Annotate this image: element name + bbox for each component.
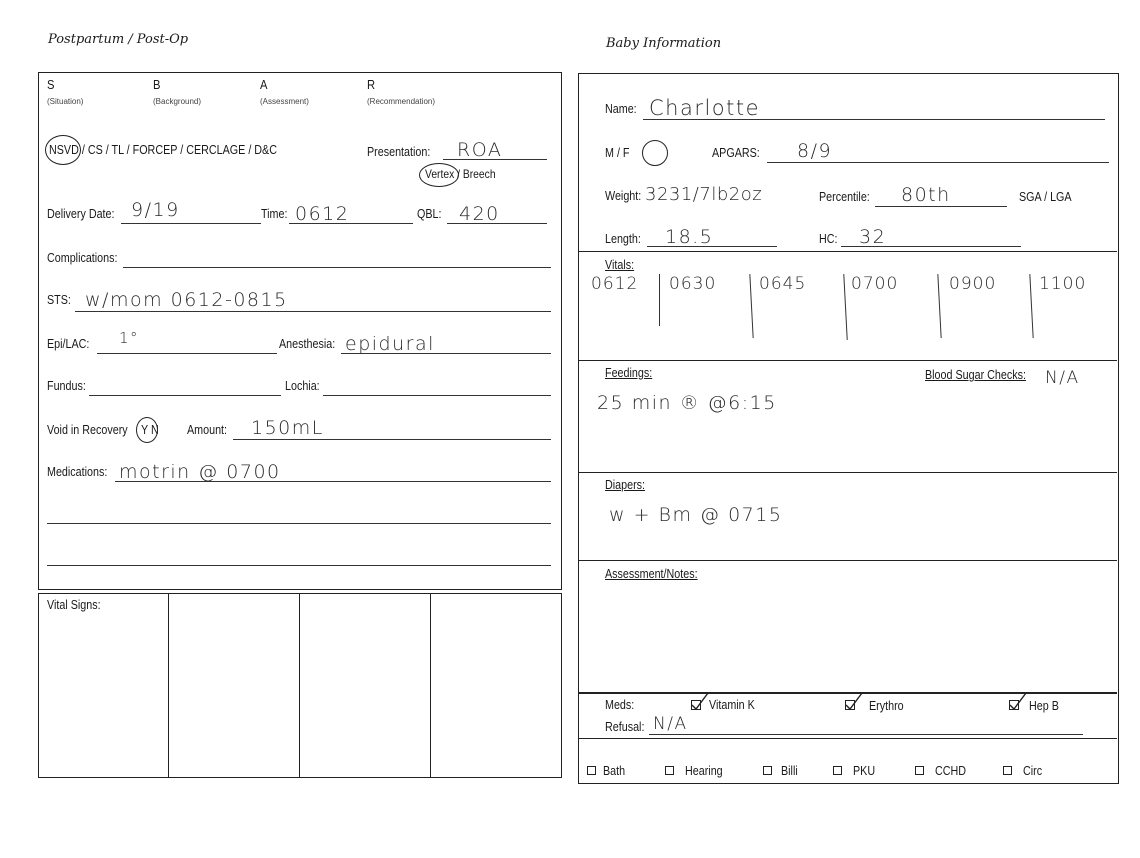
presentation-selected-circle bbox=[419, 163, 459, 187]
qbl-label: QBL: bbox=[417, 207, 442, 221]
hc-value[interactable]: 32 bbox=[859, 226, 887, 248]
feedings-label: Feedings: bbox=[605, 366, 653, 380]
time-label: Time: bbox=[261, 207, 288, 221]
sbar-a-label: (Assessment) bbox=[260, 97, 309, 106]
sbar-b-letter: B bbox=[153, 77, 161, 92]
feedings-value[interactable]: 25 min ® @6:15 bbox=[597, 392, 777, 414]
fundus-label: Fundus: bbox=[47, 379, 86, 393]
hep-b-check-icon bbox=[1008, 693, 1028, 711]
void-in-recovery-label: Void in Recovery bbox=[47, 423, 128, 437]
refusal-label: Refusal: bbox=[605, 720, 645, 734]
presentation-label: Presentation: bbox=[367, 145, 431, 159]
sex-selected-circle bbox=[642, 140, 668, 166]
medications-line-2[interactable] bbox=[47, 523, 551, 524]
sga-lga-options: SGA / LGA bbox=[1019, 190, 1072, 204]
vitals-time-6[interactable]: 1100 bbox=[1039, 274, 1087, 294]
lochia-label: Lochia: bbox=[285, 379, 320, 393]
diapers-section-divider bbox=[579, 472, 1117, 473]
feedings-section-divider bbox=[579, 360, 1117, 361]
sts-line bbox=[75, 311, 551, 312]
pku-label: PKU bbox=[853, 764, 876, 778]
billi-checkbox[interactable] bbox=[763, 766, 772, 775]
complications-line[interactable] bbox=[123, 267, 551, 268]
delivery-type-options: NSVD / CS / TL / FORCEP / CERCLAGE / D&C bbox=[49, 143, 277, 157]
pku-checkbox[interactable] bbox=[833, 766, 842, 775]
screenings-section-divider bbox=[579, 738, 1117, 739]
sbar-r-letter: R bbox=[367, 77, 376, 92]
sbar-b-label: (Background) bbox=[153, 97, 202, 106]
vital-signs-divider-1 bbox=[168, 594, 169, 777]
assessment-section-divider bbox=[579, 560, 1117, 561]
postpartum-title: Postpartum / Post-Op bbox=[48, 32, 189, 47]
vitals-time-5[interactable]: 0900 bbox=[949, 274, 997, 294]
weight-label: Weight: bbox=[605, 189, 642, 203]
vitals-label: Vitals: bbox=[605, 258, 635, 272]
medications-line-3[interactable] bbox=[47, 565, 551, 566]
apgars-line bbox=[767, 162, 1109, 163]
sbar-s-letter: S bbox=[47, 77, 55, 92]
cchd-checkbox[interactable] bbox=[915, 766, 924, 775]
epi-lac-value[interactable]: 1° bbox=[119, 329, 140, 347]
vitamin-k-checkbox[interactable] bbox=[691, 700, 701, 710]
lochia-line[interactable] bbox=[323, 395, 551, 396]
blood-sugar-value[interactable]: N/A bbox=[1045, 368, 1080, 388]
hearing-checkbox[interactable] bbox=[665, 766, 674, 775]
circ-label: Circ bbox=[1023, 764, 1043, 778]
circ-checkbox[interactable] bbox=[1003, 766, 1012, 775]
time-value[interactable]: 0612 bbox=[295, 203, 350, 225]
name-value[interactable]: Charlotte bbox=[649, 96, 761, 120]
epi-lac-line bbox=[97, 353, 277, 354]
amount-value[interactable]: 150mL bbox=[251, 417, 324, 439]
vitals-divider-5 bbox=[1029, 274, 1034, 338]
sex-options: M / F bbox=[605, 146, 630, 160]
length-value[interactable]: 18.5 bbox=[665, 226, 714, 248]
vital-signs-grid bbox=[38, 593, 562, 778]
postpartum-sbar-panel bbox=[38, 72, 562, 590]
epi-lac-label: Epi/LAC: bbox=[47, 337, 90, 351]
sbar-s-label: (Situation) bbox=[47, 97, 84, 106]
name-label: Name: bbox=[605, 102, 637, 116]
baby-info-panel bbox=[578, 73, 1119, 784]
apgars-label: APGARS: bbox=[712, 146, 760, 160]
hearing-label: Hearing bbox=[685, 764, 723, 778]
vitals-divider-2 bbox=[749, 274, 754, 338]
delivery-date-value[interactable]: 9/19 bbox=[131, 199, 180, 221]
baby-info-title: Baby Information bbox=[606, 36, 722, 51]
amount-line bbox=[233, 439, 551, 440]
bath-checkbox[interactable] bbox=[587, 766, 596, 775]
vital-signs-label: Vital Signs: bbox=[47, 598, 101, 612]
billi-label: Billi bbox=[781, 764, 798, 778]
vital-signs-divider-2 bbox=[299, 594, 300, 777]
erythro-label: Erythro bbox=[869, 699, 904, 713]
delivery-type-selected-circle bbox=[45, 135, 81, 165]
vital-signs-divider-3 bbox=[430, 594, 431, 777]
vitamin-k-check-icon bbox=[690, 693, 710, 711]
percentile-label: Percentile: bbox=[819, 190, 870, 204]
fundus-line[interactable] bbox=[89, 395, 281, 396]
delivery-date-label: Delivery Date: bbox=[47, 207, 115, 221]
medications-label: Medications: bbox=[47, 465, 108, 479]
vitamin-k-label: Vitamin K bbox=[709, 698, 755, 712]
sts-value[interactable]: w/mom 0612-0815 bbox=[85, 289, 288, 311]
vitals-time-4[interactable]: 0700 bbox=[851, 274, 899, 294]
anesthesia-value[interactable]: epidural bbox=[345, 333, 435, 355]
hep-b-label: Hep B bbox=[1029, 699, 1059, 713]
medications-value[interactable]: motrin @ 0700 bbox=[119, 461, 281, 483]
delivery-date-line bbox=[121, 223, 261, 224]
vitals-divider-1 bbox=[659, 274, 660, 326]
void-options: Y N bbox=[141, 423, 159, 437]
qbl-value[interactable]: 420 bbox=[459, 203, 500, 225]
refusal-value[interactable]: N/A bbox=[653, 714, 688, 734]
percentile-line bbox=[875, 206, 1007, 207]
blood-sugar-label: Blood Sugar Checks: bbox=[925, 368, 1026, 382]
amount-label: Amount: bbox=[187, 423, 228, 437]
cchd-label: CCHD bbox=[935, 764, 967, 778]
vitals-time-1[interactable]: 0612 bbox=[591, 274, 639, 294]
diapers-value[interactable]: w + Bm @ 0715 bbox=[609, 504, 783, 526]
bath-label: Bath bbox=[603, 764, 626, 778]
presentation-options: Vertex / Breech bbox=[425, 167, 496, 181]
refusal-line bbox=[649, 734, 1083, 735]
weight-value[interactable]: 3231/7lb2oz bbox=[645, 184, 763, 205]
percentile-value[interactable]: 80th bbox=[901, 184, 951, 206]
length-label: Length: bbox=[605, 232, 641, 246]
void-selected-circle bbox=[136, 417, 158, 443]
meds-label: Meds: bbox=[605, 698, 635, 712]
apgars-value[interactable]: 8/9 bbox=[797, 140, 833, 162]
sbar-a-letter: A bbox=[260, 77, 268, 92]
vitals-divider-3 bbox=[843, 274, 848, 340]
sts-label: STS: bbox=[47, 293, 71, 307]
diapers-label: Diapers: bbox=[605, 478, 646, 492]
anesthesia-label: Anesthesia: bbox=[279, 337, 336, 351]
vitals-section-divider bbox=[579, 251, 1117, 252]
vitals-divider-4 bbox=[937, 274, 942, 338]
hep-b-checkbox[interactable] bbox=[1009, 700, 1019, 710]
erythro-checkbox[interactable] bbox=[845, 700, 855, 710]
erythro-check-icon bbox=[844, 693, 864, 711]
vitals-time-2[interactable]: 0630 bbox=[669, 274, 717, 294]
assessment-notes-label[interactable]: Assessment/Notes: bbox=[605, 567, 698, 581]
sbar-r-label: (Recommendation) bbox=[367, 97, 436, 106]
complications-label: Complications: bbox=[47, 251, 118, 265]
presentation-value[interactable]: ROA bbox=[457, 139, 503, 161]
hc-label: HC: bbox=[819, 232, 838, 246]
vitals-time-3[interactable]: 0645 bbox=[759, 274, 807, 294]
